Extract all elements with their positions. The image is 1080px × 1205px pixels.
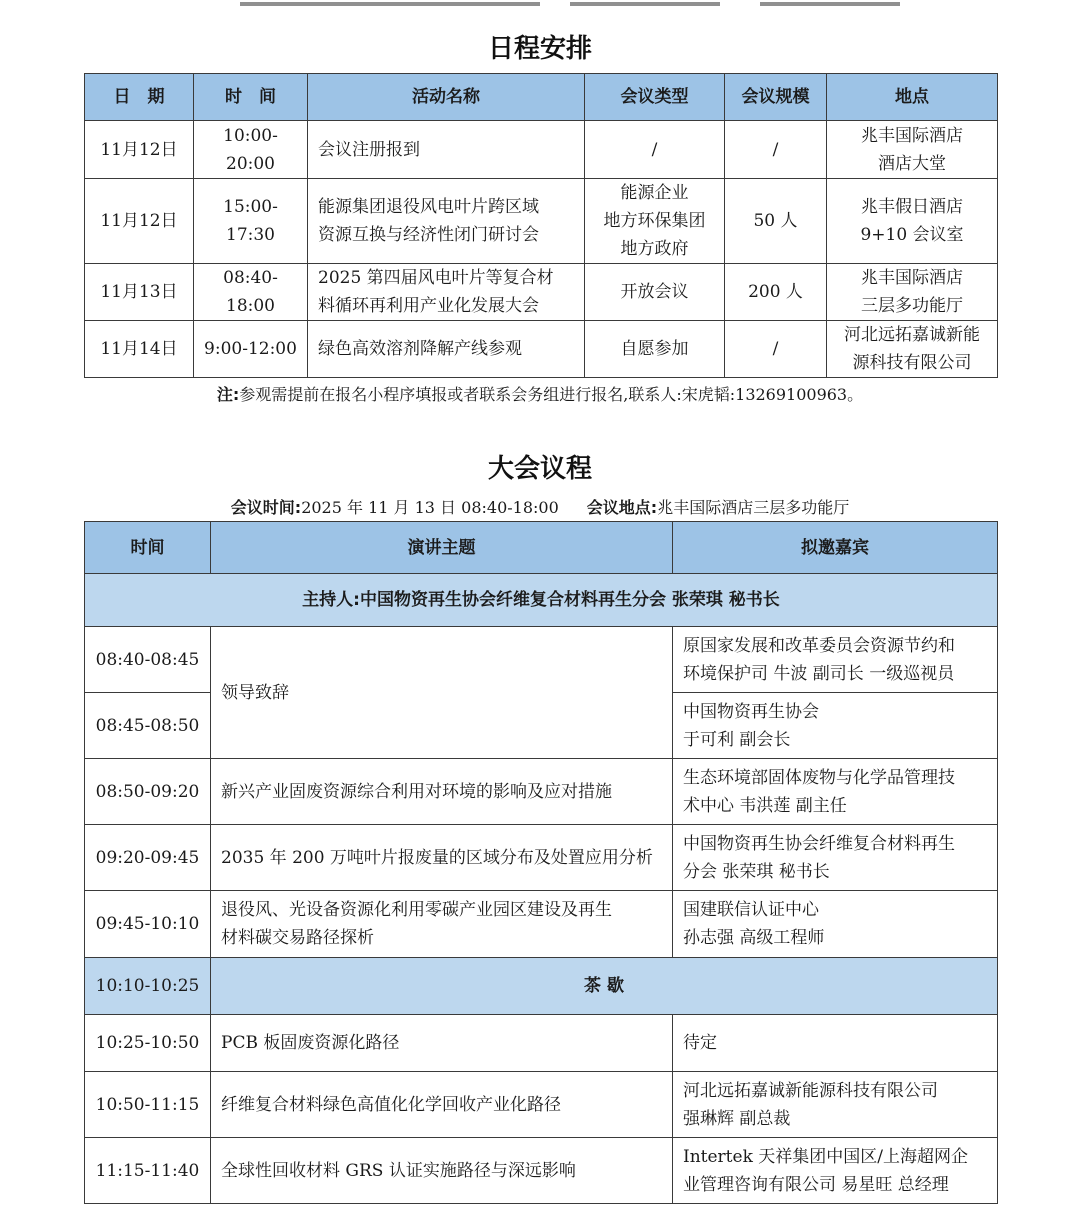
agenda-row [85, 1138, 998, 1204]
activity-line: 能源集团退役风电叶片跨区域 [318, 197, 539, 217]
location-line: 河北远拓嘉诚新能 [844, 325, 980, 345]
topic-cell: 领导致辞 [211, 627, 673, 759]
location-line: 兆丰国际酒店 [861, 125, 963, 146]
agenda-row [85, 1015, 998, 1072]
guest-line: 环境保护司 牛波 副司长 一级巡视员 [683, 663, 955, 684]
time-cell: 08:40-08:45 [85, 627, 211, 693]
agenda-row [85, 627, 998, 693]
guest-line: 中国物资再生协会 [683, 701, 819, 722]
guest-cell [673, 891, 998, 958]
activity-line: 绿色高效溶剂降解产线参观 [318, 339, 522, 359]
activity-line: 2025 第四届风电叶片等复合材 [318, 268, 554, 288]
header-time: 时 间 [194, 74, 308, 121]
schedule-row [85, 121, 998, 179]
type-cell [585, 121, 725, 179]
type-cell [585, 179, 725, 264]
agenda-row [85, 1072, 998, 1138]
header-scale: 会议规模 [725, 74, 827, 121]
scale-cell: / [725, 121, 827, 179]
time-cell: 10:25-10:50 [85, 1015, 211, 1072]
guest-line: 于可利 副会长 [683, 729, 791, 750]
time-cell: 10:50-11:15 [85, 1072, 211, 1138]
location-line: 酒店大堂 [878, 153, 946, 174]
time-cell: 9:00-12:00 [194, 321, 308, 378]
activity-cell [308, 321, 585, 378]
guest-line: 术中心 韦洪莲 副主任 [683, 795, 847, 816]
location-line: 兆丰国际酒店 [861, 268, 963, 288]
topic-cell: 纤维复合材料绿色高值化化学回收产业化路径 [211, 1072, 673, 1138]
guest-line: 强琳辉 副总裁 [683, 1108, 791, 1129]
agenda-meta [0, 495, 1080, 518]
activity-cell [308, 264, 585, 321]
topic-cell: 新兴产业固废资源综合利用对环境的影响及应对措施 [211, 759, 673, 825]
time-cell: 15:00-17:30 [194, 179, 308, 264]
guest-cell [673, 759, 998, 825]
guest-cell [673, 825, 998, 891]
guest-cell [673, 627, 998, 693]
header-type: 会议类型 [585, 74, 725, 121]
type-line: 自愿参加 [620, 339, 689, 359]
meeting-time-value: 2025 年 11 月 13 日 08:40-18:00 [301, 498, 559, 517]
header-topic: 演讲主题 [211, 522, 673, 574]
guest-line: 生态环境部固体废物与化学品管理技 [683, 767, 955, 788]
location-cell [827, 321, 998, 378]
scale-cell: 50 人 [725, 179, 827, 264]
registration-note [0, 382, 1080, 405]
host-cell: 主持人:中国物资再生协会纤维复合材料再生分会 张荣琪 秘书长 [85, 574, 998, 627]
type-line: 开放会议 [620, 282, 689, 302]
guest-line: Intertek 天祥集团中国区/上海超网企 [683, 1146, 969, 1167]
break-label-cell: 茶 歇 [211, 958, 998, 1015]
schedule-row [85, 321, 998, 378]
guest-cell [673, 693, 998, 759]
note-label: 注: [216, 385, 240, 404]
date-cell: 11月13日 [85, 264, 194, 321]
time-cell: 08:40-18:00 [194, 264, 308, 321]
guest-line: 分会 张荣琪 秘书长 [683, 861, 830, 882]
scale-cell: / [725, 321, 827, 378]
agenda-row [85, 759, 998, 825]
agenda-table [84, 521, 998, 1204]
location-line: 源科技有限公司 [852, 353, 972, 373]
topic-cell: 2035 年 200 万吨叶片报废量的区域分布及处置应用分析 [211, 825, 673, 891]
break-time-cell: 10:10-10:25 [85, 958, 211, 1015]
time-cell: 09:20-09:45 [85, 825, 211, 891]
type-cell [585, 264, 725, 321]
type-line: 地方环保集团 [603, 211, 706, 231]
clipped-document-heading [240, 0, 900, 6]
guest-cell [673, 1072, 998, 1138]
agenda-header-row [85, 522, 998, 574]
meeting-place-label: 会议地点: [586, 498, 658, 517]
activity-cell [308, 179, 585, 264]
activity-line: 会议注册报到 [318, 139, 420, 160]
guest-cell: 待定 [673, 1015, 998, 1072]
schedule-row [85, 179, 998, 264]
header-location: 地点 [827, 74, 998, 121]
schedule-title: 日程安排 [487, 34, 592, 64]
scale-cell: 200 人 [725, 264, 827, 321]
header-activity: 活动名称 [308, 74, 585, 121]
activity-cell [308, 121, 585, 179]
time-cell: 11:15-11:40 [85, 1138, 211, 1204]
location-cell [827, 179, 998, 264]
header-time: 时间 [85, 522, 211, 574]
guest-line: 国建联信认证中心 [683, 900, 819, 920]
location-cell [827, 121, 998, 179]
activity-line: 资源互换与经济性闭门研讨会 [318, 225, 539, 245]
topic-line: 退役风、光设备资源化利用零碳产业园区建设及再生 [221, 900, 612, 920]
meeting-place-value: 兆丰国际酒店三层多功能厅 [657, 498, 850, 517]
type-line: 能源企业 [620, 183, 689, 203]
schedule-header-row [85, 74, 998, 121]
time-cell: 08:50-09:20 [85, 759, 211, 825]
location-line: 9+10 会议室 [860, 225, 964, 245]
schedule-table [84, 73, 998, 378]
guest-line: 原国家发展和改革委员会资源节约和 [683, 635, 955, 656]
type-line: 地方政府 [620, 239, 689, 259]
activity-line: 料循环再利用产业化发展大会 [318, 296, 539, 316]
agenda-row [85, 825, 998, 891]
date-cell: 11月14日 [85, 321, 194, 378]
topic-cell: PCB 板固废资源化路径 [211, 1015, 673, 1072]
header-date: 日 期 [85, 74, 194, 121]
type-cell [585, 321, 725, 378]
time-cell: 08:45-08:50 [85, 693, 211, 759]
guest-line: 河北远拓嘉诚新能源科技有限公司 [683, 1080, 938, 1101]
location-line: 三层多功能厅 [861, 296, 963, 316]
date-cell: 11月12日 [85, 121, 194, 179]
time-cell: 09:45-10:10 [85, 891, 211, 958]
note-text: 参观需提前在报名小程序填报或者联系会务组进行报名,联系人:宋虎韬:13269100963。 [239, 385, 864, 404]
location-line: 兆丰假日酒店 [861, 197, 963, 217]
meeting-time-label: 会议时间: [230, 498, 302, 517]
time-cell: 10:00-20:00 [194, 121, 308, 179]
type-line: / [651, 139, 658, 160]
guest-line: 中国物资再生协会纤维复合材料再生 [683, 833, 955, 854]
date-cell: 11月12日 [85, 179, 194, 264]
topic-cell [211, 891, 673, 958]
topic-cell: 全球性回收材料 GRS 认证实施路径与深远影响 [211, 1138, 673, 1204]
guest-line: 业管理咨询有限公司 易星旺 总经理 [683, 1174, 949, 1195]
guest-cell [673, 1138, 998, 1204]
agenda-row [85, 891, 998, 958]
topic-line: 材料碳交易路径探析 [221, 928, 374, 948]
schedule-row [85, 264, 998, 321]
break-row [85, 958, 998, 1015]
header-guest: 拟邀嘉宾 [673, 522, 998, 574]
host-row [85, 574, 998, 627]
guest-line: 孙志强 高级工程师 [683, 928, 825, 948]
agenda-title: 大会议程 [487, 454, 592, 484]
location-cell [827, 264, 998, 321]
